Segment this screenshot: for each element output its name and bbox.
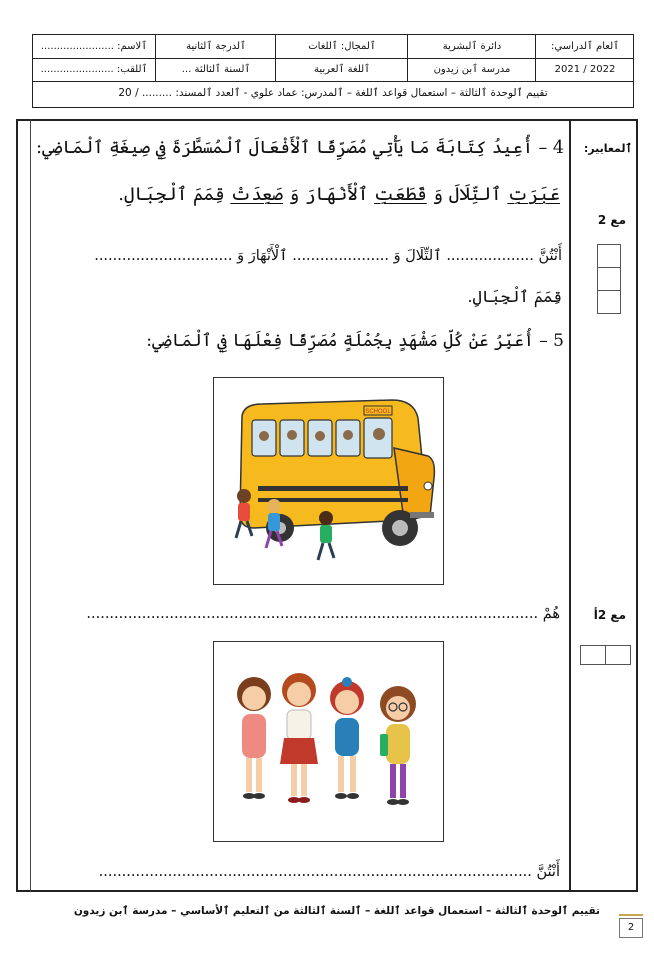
class-cell: ٱلسنة ٱلثالثة ... [155, 58, 276, 81]
q5-answer-line-1[interactable]: هُمْ .................................................................................................. [86, 606, 560, 622]
district-cell: دائرة ٱلبشرية [407, 35, 536, 58]
evaluation-title: تقييم ٱلوحدة ٱلثالثة – استعمال قواعد ٱللغة – ٱلمدرس: عماد علوي - ٱلعدد ٱلمسند: ......... / 20 [118, 87, 548, 99]
header-row-1 [33, 35, 633, 59]
page-number: 2 [619, 918, 643, 938]
school-cell: مدرسة ٱبن زيدون [407, 58, 536, 81]
underlined-verb-1: عَبَرَتِ [507, 184, 560, 205]
grade-cell: ٱلدرجة ٱلثانية [155, 35, 276, 58]
score-box[interactable] [605, 645, 631, 665]
surname-field: ٱللقب: ....................... [40, 64, 148, 75]
left-margin-line [30, 119, 31, 892]
field-cell: ٱلمجال: ٱللغات [275, 35, 408, 58]
q4-sentence [100, 184, 560, 205]
score-box[interactable] [580, 645, 606, 665]
criterion-2-label: مع 2 [597, 213, 626, 227]
underlined-verb-2: قَطَعَتِ [374, 184, 427, 205]
footer-rule [619, 914, 643, 916]
score-box[interactable] [597, 244, 621, 268]
q4-instruction: 4 – أُعِيدُ كِتَابَةَ مَا يَأْتِي مُصَرِّفًا ٱلْأَفْعَالَ ٱلْمُسَطَّرَةَ فِي صِيغَةِ ٱلْمَاضِي: [36, 138, 564, 158]
sentence-word: قِمَمَ ٱلْجِبَالِ. [118, 184, 231, 205]
criterion-2a-label: مع 2أ [593, 608, 626, 622]
sentence-word: ٱلتِّلَالَ وَ [426, 184, 508, 205]
criteria-title: ٱلمعايير: [583, 142, 632, 155]
q5-answer-line-2[interactable]: أَنْتُنَّ .............................................................................................. [98, 864, 560, 880]
sentence-word: ٱلْأَنْهَارَ وَ [283, 184, 375, 205]
page-footer: تقييم ٱلوحدة ٱلثالثة – استعمال قواعد ٱللغة – ٱلسنة ٱلثالثة من ٱلتعليم ٱلأساسي – مدرسة ٱبن زيدون [73, 905, 600, 917]
school-bus-picture [213, 377, 444, 585]
header-table [32, 34, 634, 108]
score-box[interactable] [597, 290, 621, 314]
criteria-divider [569, 119, 571, 892]
girls-picture [213, 641, 444, 842]
year-label-cell: ٱلعام ٱلدراسي: [535, 35, 634, 58]
school-bus-illustration [214, 378, 443, 584]
q5-instruction: 5 – أُعَبِّرُ عَنْ كُلِّ مَشْهَدٍ بِجُمْلَةٍ مُصَرِّفًا فِعْلَهَا فِي ٱلْمَاضِي: [146, 331, 564, 351]
subject-cell: ٱللغة ٱلعربية [275, 58, 408, 81]
girls-illustration [214, 642, 443, 841]
header-row-2 [33, 58, 633, 82]
score-box[interactable] [597, 267, 621, 291]
criterion-2a-score-boxes [580, 645, 630, 665]
criterion-2-score-boxes [597, 244, 621, 316]
bus-sign-text: SCHOOL [365, 409, 391, 415]
underlined-verb-3: صَعِدَتْ [230, 184, 284, 205]
year-value-cell: 2022 / 2021 [535, 58, 634, 81]
q4-answer-line-1[interactable]: أَنْتُنَّ ................... ٱلتِّلَالَ وَ ..................... ٱلْأَنْهَارَ وَ .............................. [94, 248, 562, 264]
name-field: ٱلاسم: ....................... [40, 41, 148, 52]
q4-answer-line-2: قِمَمَ ٱلْجِبَالِ. [467, 287, 562, 306]
header-row-3 [33, 81, 633, 106]
